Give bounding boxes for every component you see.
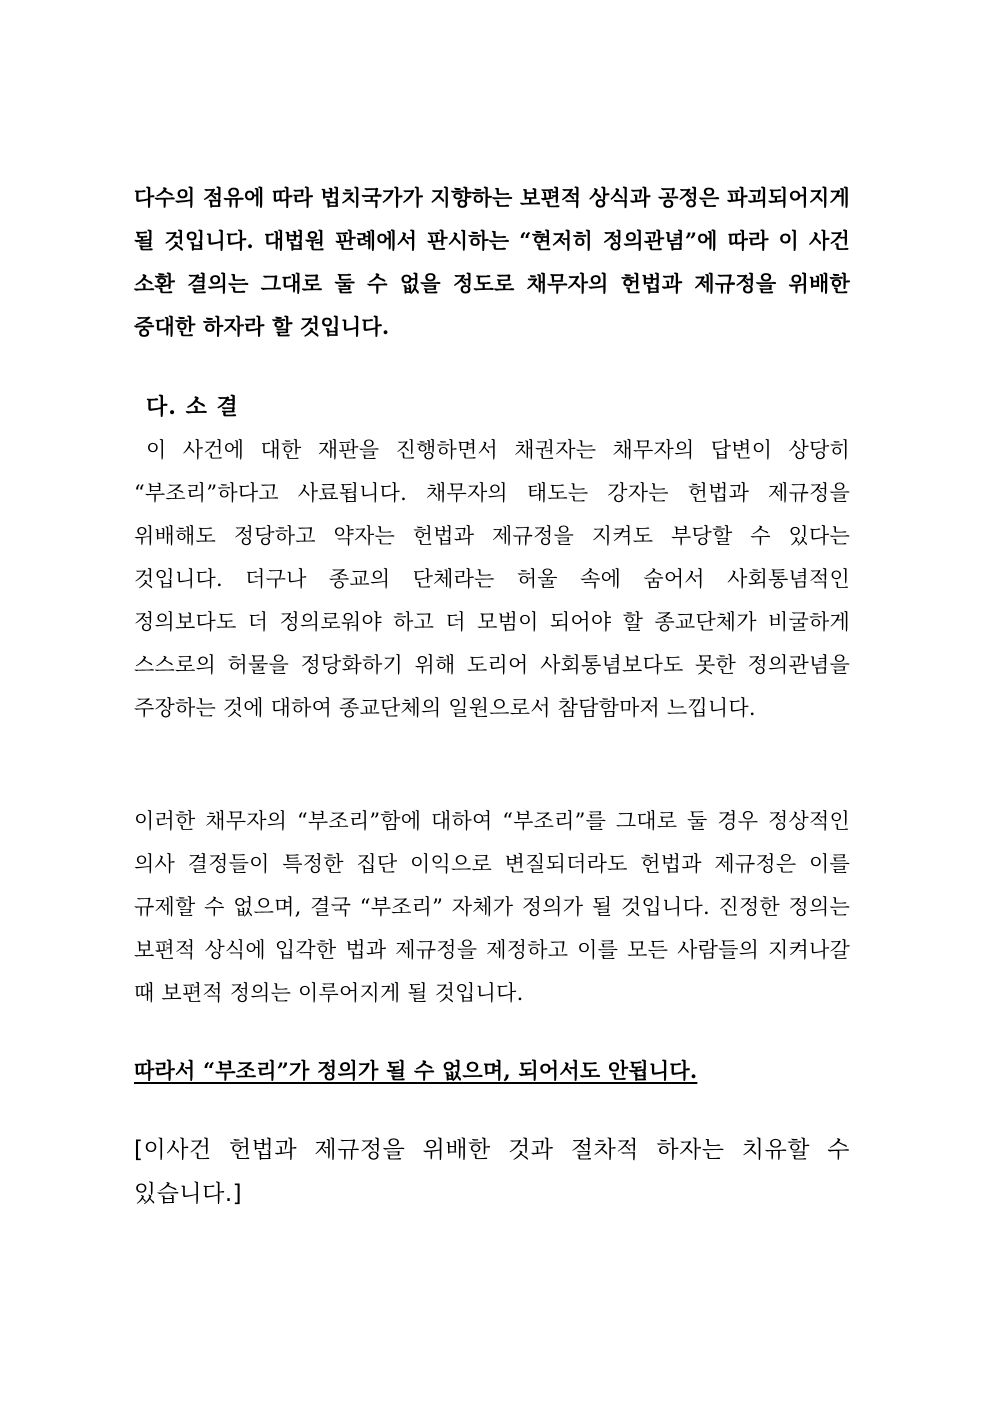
paragraph-justice-argument: 이러한 채무자의 “부조리”함에 대하여 “부조리”를 그대로 둘 경우 정상적인 의사 결정들이 특정한 집단 이익으로 변질되더라도 헌법과 제규정은 이를 규제할 수 없으며, 결국 “부조리” 자체가 정의가 될 것입니다. 진정한 정의는 보편적 상식에 입각한 법과 제규정을 제정하고 이를 모든 사람들의 지켜나갈 때 보편적 정의는 이루어지게 될 것입니다. (134, 809, 850, 1005)
section-heading-conclusion: 다. 소 결 (146, 394, 239, 420)
final-statement: [이사건 헌법과 제규정을 위배한 것과 절차적 하자는 치유할 수 있습니다.] (134, 1137, 850, 1207)
paragraph-absurdity-observation: 이 사건에 대한 재판을 진행하면서 채권자는 채무자의 답변이 상당히 “부조리”하다고 사료됩니다. 채무자의 태도는 강자는 헌법과 제규정을 위배해도 정당하고 약자는 헌법과 제규정을 지켜도 부당할 수 있다는 것입니다. 더구나 종교의 단체라는 허울 속에 숨어서 사회통념적인 정의보다도 더 정의로워야 하고 더 모범이 되어야 할 종교단체가 비굴하게 스스로의 허물을 정당화하기 위해 도리어 사회통념보다도 못한 정의관념을 주장하는 것에 대하여 종교단체의 일원으로서 참담함마저 느낍니다. (134, 438, 850, 720)
underlined-conclusion: 따라서 “부조리”가 정의가 될 수 없으며, 되어서도 안됩니다. (134, 1058, 698, 1083)
paragraph-violation-summary: 다수의 점유에 따라 법치국가가 지향하는 보편적 상식과 공정은 파괴되어지게 될 것입니다. 대법원 판례에서 판시하는 “현저히 정의관념”에 따라 이 사건 소환 결의는 그대로 둘 수 없을 정도로 채무자의 헌법과 제규정을 위배한 중대한 하자라 할 것입니다. (134, 185, 850, 339)
